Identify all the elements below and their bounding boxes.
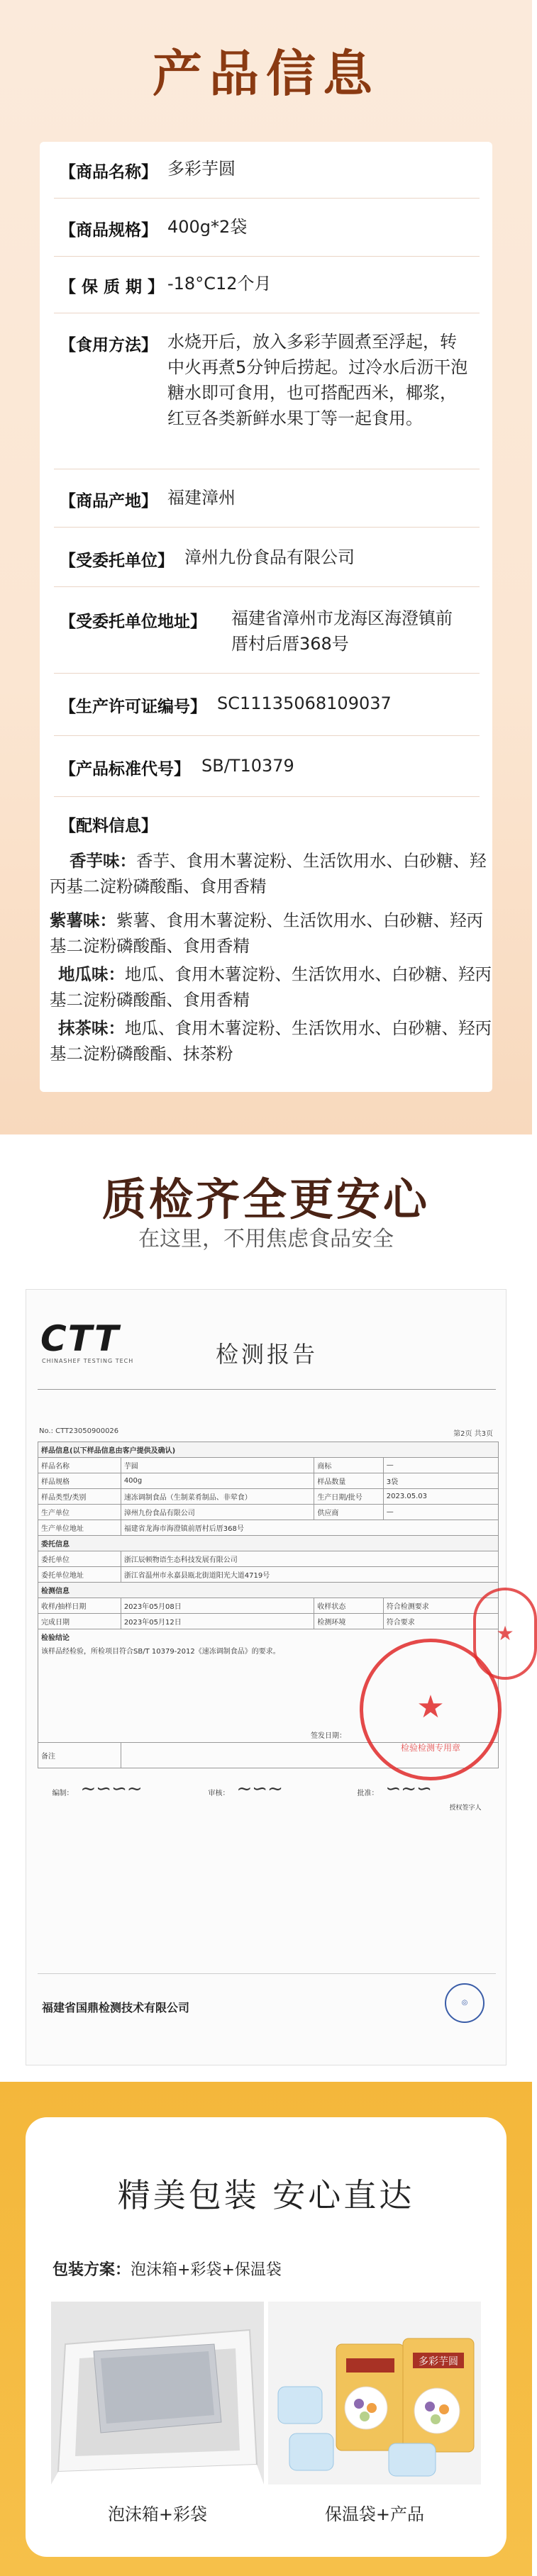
ctt-logo-subtitle: CHINASHEF TESTING TECH bbox=[42, 1358, 134, 1364]
info-label: 【商品名称】 bbox=[60, 163, 157, 182]
packaging-plan-value: 泡沫箱+彩袋+保温袋 bbox=[131, 2261, 282, 2279]
table-cell: 400g bbox=[121, 1473, 314, 1489]
table-cell: 供应商 bbox=[314, 1505, 383, 1520]
table-cell: 符合检测要求 bbox=[383, 1598, 498, 1614]
info-value: SC11135068109037 bbox=[217, 693, 392, 713]
packaging-plan bbox=[52, 2258, 282, 2280]
table-row bbox=[38, 1458, 499, 1473]
table-row bbox=[38, 1614, 499, 1629]
ctt-logo: CTT bbox=[40, 1318, 121, 1359]
seal-star-icon: ★ bbox=[416, 1689, 445, 1725]
table-cell: 样品名称 bbox=[38, 1458, 121, 1473]
table-cell: 2023年05月12日 bbox=[121, 1614, 314, 1629]
conclusion-text: 该样品经检验，所检项目符合SB/T 10379-2012《速冻调制食品》的要求。 bbox=[41, 1648, 280, 1656]
packaging-section bbox=[0, 2082, 532, 2576]
ingredient-flavor: 紫薯味： bbox=[50, 910, 116, 930]
table-cell: 委托单位地址 bbox=[38, 1567, 121, 1583]
info-row-address bbox=[54, 587, 480, 674]
info-value: 水烧开后，放入多彩芋圆煮至浮起，转中火再煮5分钟后捞起。过冷水后沥干泡糖水即可食用，也可搭配西米，椰浆，红豆各类新鲜水果丁等一起食用。 bbox=[167, 332, 468, 428]
ingredient-flavor: 抹茶味： bbox=[58, 1018, 125, 1038]
info-value: 福建漳州 bbox=[167, 488, 236, 508]
table-row bbox=[38, 1567, 499, 1583]
table-cell: 收样/抽样日期 bbox=[38, 1598, 121, 1614]
table-cell: 委托单位 bbox=[38, 1551, 121, 1567]
info-card bbox=[40, 142, 492, 1092]
ingredient-item bbox=[50, 908, 492, 959]
ingredient-text: 紫薯、食用木薯淀粉、生活饮用水、白砂糖、羟丙基二淀粉磷酸酯、食用香精 bbox=[50, 910, 483, 956]
sign-date: 签发日期： bbox=[311, 1732, 346, 1740]
product-bag-caption: 保温袋+产品 bbox=[324, 2504, 425, 2524]
info-value: SB/T10379 bbox=[201, 756, 294, 776]
info-label: 【食用方法】 bbox=[60, 336, 157, 355]
table-cell: 样品规格 bbox=[38, 1473, 121, 1489]
report-page: 第2页 共3页 bbox=[453, 1430, 493, 1438]
table-row bbox=[38, 1551, 499, 1567]
info-row-license bbox=[54, 674, 480, 736]
table-row bbox=[38, 1505, 499, 1520]
product-bag-photo bbox=[268, 2302, 481, 2485]
table-cell: 生产单位地址 bbox=[38, 1520, 121, 1536]
bag-label: 多彩芋圆 bbox=[419, 2356, 458, 2368]
ingredient-item bbox=[50, 848, 492, 899]
info-title: 产品信息 bbox=[153, 45, 380, 103]
table-cell: 芋圆 bbox=[121, 1458, 314, 1473]
info-value: 多彩芋圆 bbox=[167, 159, 236, 179]
edge-seal bbox=[473, 1588, 537, 1680]
divider bbox=[38, 1389, 496, 1390]
editor-signature: ~∽∽~ bbox=[80, 1778, 143, 1800]
info-row-name bbox=[54, 142, 480, 199]
foam-box-caption: 泡沫箱+彩袋 bbox=[107, 2504, 208, 2524]
lab-company-name: 福建省国鼎检测技术有限公司 bbox=[42, 2001, 190, 2014]
table-cell: 样品数量 bbox=[314, 1473, 383, 1489]
table-cell: 收样状态 bbox=[314, 1598, 383, 1614]
table-cell: 完成日期 bbox=[38, 1614, 121, 1629]
table-cell: 2023.05.03 bbox=[383, 1489, 498, 1505]
table-cell: — bbox=[383, 1458, 498, 1473]
qa-title: 质检齐全更安心 bbox=[101, 1173, 430, 1225]
ingredient-text: 地瓜、食用木薯淀粉、生活饮用水、白砂糖、羟丙基二淀粉磷酸酯、抹茶粉 bbox=[50, 1018, 492, 1064]
table-cell: 生产单位 bbox=[38, 1505, 121, 1520]
table-row bbox=[38, 1598, 499, 1614]
info-value: -18°C12个月 bbox=[167, 274, 272, 294]
table-cell: 速冻调制食品（生制菜肴制品、非荤食） bbox=[121, 1489, 314, 1505]
packaging-plan-label: 包装方案： bbox=[52, 2261, 131, 2279]
info-row-shelf-life bbox=[54, 257, 480, 313]
approver-signature: ∽~∽ bbox=[385, 1778, 432, 1800]
seal-star-icon: ★ bbox=[496, 1622, 514, 1645]
cnas-mark-icon: ◎ bbox=[445, 1983, 485, 2023]
reviewer-label: 审核： bbox=[208, 1790, 230, 1797]
info-row-entrusted bbox=[54, 528, 480, 587]
editor-label: 编制： bbox=[52, 1790, 74, 1797]
packaging-title: 精美包装 安心直达 bbox=[117, 2176, 415, 2214]
table-row bbox=[38, 1520, 499, 1536]
info-row-spec bbox=[54, 199, 480, 257]
foam-box-photo bbox=[51, 2302, 264, 2485]
table-cell: 商标 bbox=[314, 1458, 383, 1473]
seal-text: 检验检测专用章 bbox=[400, 1743, 460, 1753]
table-cell: 检测环境 bbox=[314, 1614, 383, 1629]
qa-subtitle: 在这里，不用焦虑食品安全 bbox=[138, 1227, 394, 1251]
ingredient-item bbox=[50, 961, 492, 1013]
product-info-section bbox=[0, 0, 532, 1134]
report-title: 检测报告 bbox=[215, 1341, 318, 1368]
table-cell: 符合要求 bbox=[383, 1614, 498, 1629]
ingredient-flavor: 地瓜味： bbox=[58, 964, 125, 984]
conclusion-label: 检验结论 bbox=[41, 1634, 70, 1642]
info-label: 【受委托单位地址】 bbox=[60, 613, 206, 631]
ingredients-title: 【配料信息】 bbox=[60, 817, 157, 835]
info-value: 福建省漳州市龙海区海澄镇前厝村后厝368号 bbox=[231, 608, 453, 654]
info-label: 【产品标准代号】 bbox=[60, 760, 190, 779]
reviewer-signature: ~∽~ bbox=[236, 1778, 283, 1800]
info-value: 漳州九份食品有限公司 bbox=[184, 547, 355, 567]
table-row bbox=[38, 1489, 499, 1505]
approver-label: 批准： bbox=[357, 1790, 379, 1797]
table-cell: 福建省龙海市海澄镇前厝村后厝368号 bbox=[121, 1520, 498, 1536]
report-section-heading: 委托信息 bbox=[38, 1536, 499, 1551]
ingredient-item bbox=[50, 1015, 492, 1066]
report-section-heading: 样品信息(以下样品信息由客户提供及确认) bbox=[38, 1442, 499, 1458]
info-row-standard bbox=[54, 736, 480, 797]
report-number: No.: CTT23050900026 bbox=[39, 1427, 119, 1435]
info-row-origin bbox=[54, 469, 480, 528]
foam-box-illustration bbox=[51, 2302, 264, 2485]
ingredient-flavor: 香芋味： bbox=[70, 851, 136, 871]
table-row bbox=[38, 1473, 499, 1489]
report-section-heading: 检测信息 bbox=[38, 1583, 499, 1598]
info-label: 【 保 质 期 】 bbox=[60, 278, 165, 296]
inspection-report-image bbox=[26, 1289, 514, 2065]
info-row-usage bbox=[54, 313, 480, 469]
product-bag-illustration bbox=[268, 2302, 481, 2485]
table-cell: 备注 bbox=[38, 1743, 121, 1768]
info-label: 【商品产地】 bbox=[60, 492, 157, 511]
ingredient-text: 地瓜、食用木薯淀粉、生活饮用水、白砂糖、羟丙基二淀粉磷酸酯、食用香精 bbox=[50, 964, 492, 1010]
packaging-card bbox=[26, 2117, 506, 2557]
table-cell: 3袋 bbox=[383, 1473, 498, 1489]
authorized-signatory: 授权签字人 bbox=[449, 1805, 482, 1812]
table-cell: — bbox=[383, 1505, 498, 1520]
table-cell: 浙江辰顿物语生态科技发展有限公司 bbox=[121, 1551, 498, 1567]
info-label: 【生产许可证编号】 bbox=[60, 698, 206, 716]
table-cell: 生产日期/批号 bbox=[314, 1489, 383, 1505]
info-label: 【受委托单位】 bbox=[60, 552, 174, 570]
table-cell: 样品类型/类别 bbox=[38, 1489, 121, 1505]
info-value: 400g*2袋 bbox=[167, 217, 248, 237]
info-label: 【商品规格】 bbox=[60, 221, 157, 240]
table-cell: 2023年05月08日 bbox=[121, 1598, 314, 1614]
ingredient-text: 香芋、食用木薯淀粉、生活饮用水、白砂糖、羟丙基二淀粉磷酸酯、食用香精 bbox=[50, 851, 487, 896]
table-cell: 漳州九份食品有限公司 bbox=[121, 1505, 314, 1520]
table-cell: 浙江省温州市永嘉县瓯北街道阳光大道4719号 bbox=[121, 1567, 498, 1583]
